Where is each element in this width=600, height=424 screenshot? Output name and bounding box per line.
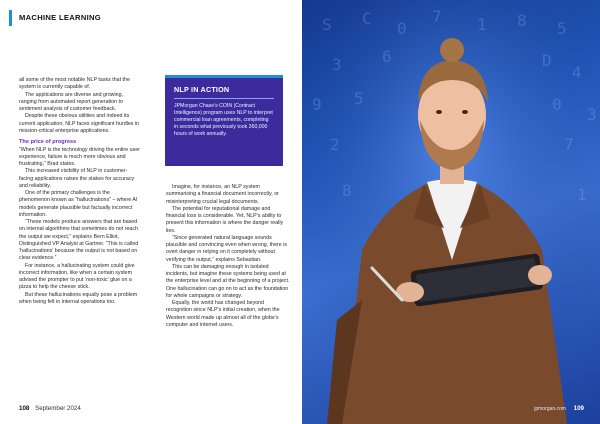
- svg-text:7: 7: [564, 135, 574, 154]
- svg-text:C: C: [362, 9, 372, 28]
- svg-text:1: 1: [577, 185, 587, 204]
- nlp-in-action-callout: [165, 75, 283, 166]
- photo-illustration: [302, 0, 600, 424]
- body-paragraph: This increased visibility of NLP in customer-facing applications raises the stakes for accuracy and reliability.: [19, 168, 135, 189]
- callout-accent-bar: [165, 75, 283, 78]
- body-paragraph: Imagine, for instance, an NLP system summarising a financial document incorrectly, or misinterpreting crucial legal documents.: [166, 184, 279, 205]
- svg-text:D: D: [542, 51, 552, 70]
- man-with-tablet-photo: [302, 0, 600, 424]
- right-page-footer: [534, 405, 584, 412]
- left-text-column: [19, 77, 141, 306]
- body-paragraph: “When NLP is the technology driving the entire user experience, failure is much more obvious and frustrating,” Brad states.: [19, 146, 140, 167]
- svg-text:7: 7: [432, 7, 442, 26]
- svg-text:3: 3: [587, 105, 597, 124]
- section-accent-bar: [9, 10, 12, 26]
- body-paragraph: This can be damaging enough in isolated incidents, but imagine these systems being used at the enterprise level and at the beginning of a project. One hallucination can go on to act as the foundation for whole campaigns or strategy.: [166, 263, 290, 299]
- body-paragraph: For instance, a hallucinating system could give incorrect information, like when a certain system advised the prompter to put ‘non-toxic’ glue on a pizza to help the cheese stick.: [19, 262, 135, 291]
- right-page-number: 109: [573, 405, 584, 412]
- svg-text:0: 0: [397, 19, 407, 38]
- left-page-number: 108: [19, 405, 30, 412]
- svg-text:5: 5: [354, 89, 364, 108]
- svg-text:0: 0: [552, 95, 562, 114]
- subheading: The price of progress: [19, 139, 77, 145]
- left-page-footer: [19, 405, 81, 412]
- svg-text:9: 9: [312, 95, 322, 114]
- body-paragraph: The applications are diverse and growing, ranging from automated report generation to sentiment analysis of customer feedback.: [19, 91, 124, 112]
- svg-text:3: 3: [332, 55, 342, 74]
- right-text-column: [166, 184, 290, 329]
- svg-text:2: 2: [330, 135, 340, 154]
- svg-text:4: 4: [572, 63, 582, 82]
- body-paragraph: Equally, the world has changed beyond recognition since NLP’s initial creation, when the Western world made up almost all of the globe’s computer and internet users.: [166, 300, 280, 328]
- issue-date: September 2024: [35, 405, 81, 412]
- svg-text:S: S: [322, 15, 332, 34]
- svg-text:5: 5: [557, 19, 567, 38]
- section-label: MACHINE LEARNING: [19, 13, 102, 22]
- svg-text:1: 1: [477, 15, 487, 34]
- callout-divider: [174, 98, 274, 99]
- body-paragraph: “These models produce answers that are based on internal algorithms that sometimes do not reach the output we expect,” explains Bern Elliot, Distinguished VP Analyst at Gartner. “This is called ‘hallucinations’ because the output is not based on clear evidence.”: [19, 219, 139, 262]
- body-paragraph: all some of the most notable NLP tasks that the system is currently capable of.: [19, 77, 130, 91]
- svg-text:6: 6: [382, 47, 392, 66]
- svg-text:8: 8: [517, 11, 527, 30]
- svg-text:8: 8: [342, 181, 352, 200]
- website: jpmorgan.com: [534, 406, 566, 412]
- body-paragraph: One of the primary challenges is the phenomenon known as “hallucinations” – where AI models generate plausible but factually incorrect information.: [19, 190, 138, 218]
- body-paragraph: But these hallucinations equally pose a problem when being felt in internal operations too.: [19, 291, 138, 305]
- body-paragraph: Despite these obvious utilities and indeed its current application, NLP faces significant hurdles in mission-critical enterprise applications.: [19, 113, 140, 134]
- body-paragraph: “Since generated natural language sounds plausible and convincing even when wrong, there is overt danger in relying on it completely without verifying the output,” explains Sebastian.: [166, 234, 288, 263]
- callout-text: JPMorgan Chase’s COIN (Contract Intelligence) program uses NLP to interpret commercial loan agreements, completing in seconds what previously took 360,000 hours of work annually.: [174, 103, 273, 138]
- body-paragraph: The potential for reputational damage and financial loss is considerable. Yet, NLP’s ability to present this information is where the danger really lies.: [166, 205, 284, 234]
- callout-title: NLP IN ACTION: [174, 85, 230, 94]
